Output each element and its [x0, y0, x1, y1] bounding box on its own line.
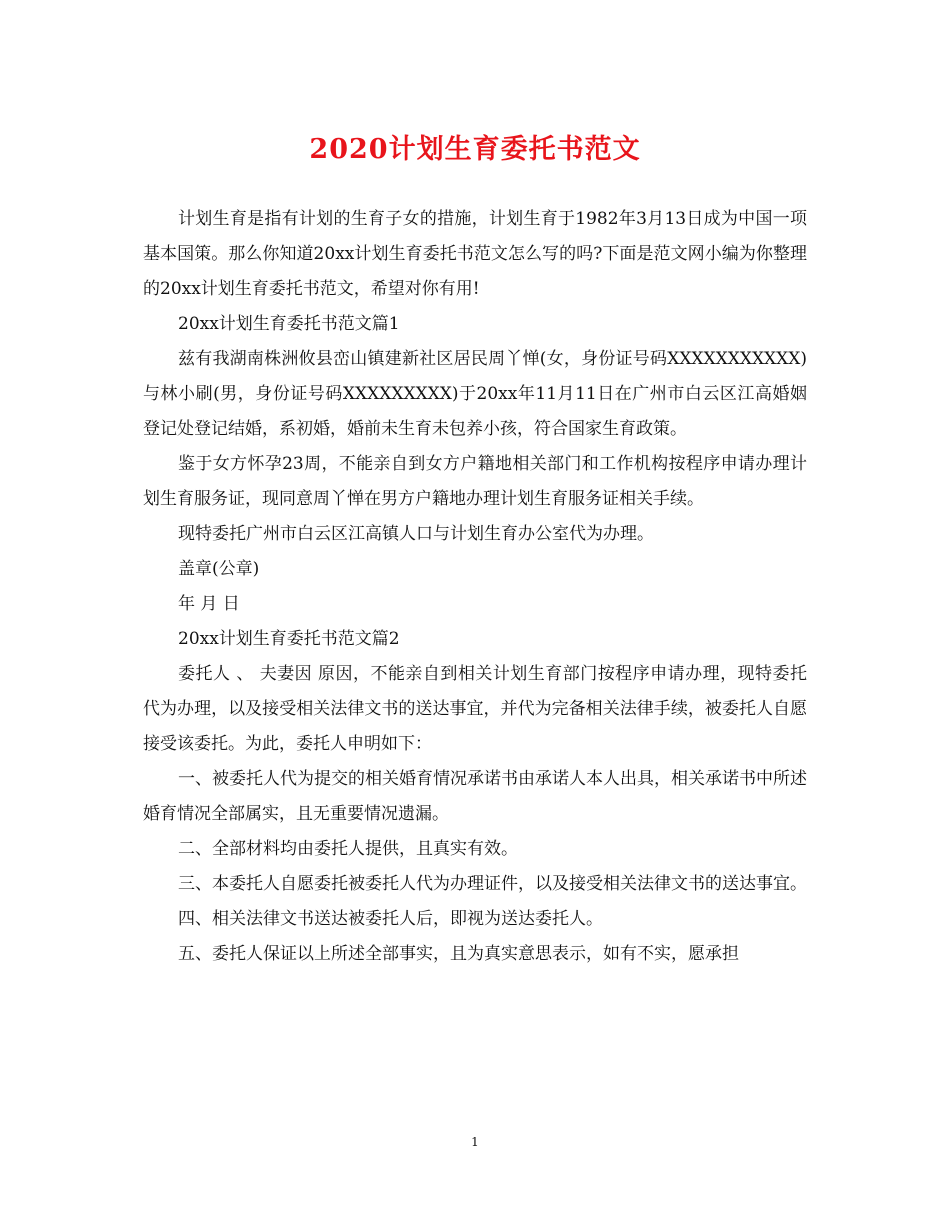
- date-line: 年 月 日: [178, 594, 240, 614]
- document-body: [143, 202, 807, 972]
- paragraph: 委托人 、 夫妻因 原因，不能亲自到相关计划生育部门按程序申请办理，现特委托 代为办理，以及接受相关法律文书的送达事宜，并代为完备相关法律手续，被委托人自愿接受该委托。为此，委托人申明如下：: [143, 664, 807, 754]
- document-title: 2020计划生育委托书范文: [309, 134, 641, 165]
- list-item: 三、本委托人自愿委托被委托人代为办理证件，以及接受相关法律文书的送达事宜。: [178, 874, 807, 894]
- seal-line: 盖章(公章): [178, 559, 260, 579]
- paragraph: 兹有我湖南株洲攸县峦山镇建新社区居民周丫惮(女，身份证号码XXXXXXXXXXX)与林小刷(男，身份证号码XXXXXXXXX)于20xx年11月11日在广州市白云区江高婚姻登记处登记结婚，系初婚，婚前未生育未包养小孩，符合国家生育政策。: [143, 349, 807, 439]
- section-heading-1: 20xx计划生育委托书范文篇1: [178, 314, 400, 334]
- paragraph: 现特委托广州市白云区江高镇人口与计划生育办公室代为办理。: [178, 524, 654, 544]
- paragraph: 鉴于女方怀孕23周，不能亲自到女方户籍地相关部门和工作机构按程序申请办理计划生育服务证，现同意周丫惮在男方户籍地办理计划生育服务证相关手续。: [143, 454, 807, 509]
- page-number: 1: [471, 1135, 479, 1149]
- list-item: 四、相关法律文书送达被委托人后，即视为送达委托人。: [178, 909, 603, 929]
- list-item: 一、被委托人代为提交的相关婚育情况承诺书由承诺人本人出具，相关承诺书中所述婚育情况全部属实，且无重要情况遗漏。: [143, 769, 807, 824]
- list-item: 五、委托人保证以上所述全部事实，且为真实意思表示，如有不实，愿承担: [178, 944, 739, 964]
- section-heading-2: 20xx计划生育委托书范文篇2: [178, 629, 400, 649]
- paragraph-intro: 计划生育是指有计划的生育子女的措施，计划生育于1982年3月13日成为中国一项基本国策。那么你知道20xx计划生育委托书范文怎么写的吗?下面是范文网小编为你整理的20xx计划生育委托书范文，希望对你有用!: [143, 209, 807, 299]
- list-item: 二、全部材料均由委托人提供，且真实有效。: [178, 839, 518, 859]
